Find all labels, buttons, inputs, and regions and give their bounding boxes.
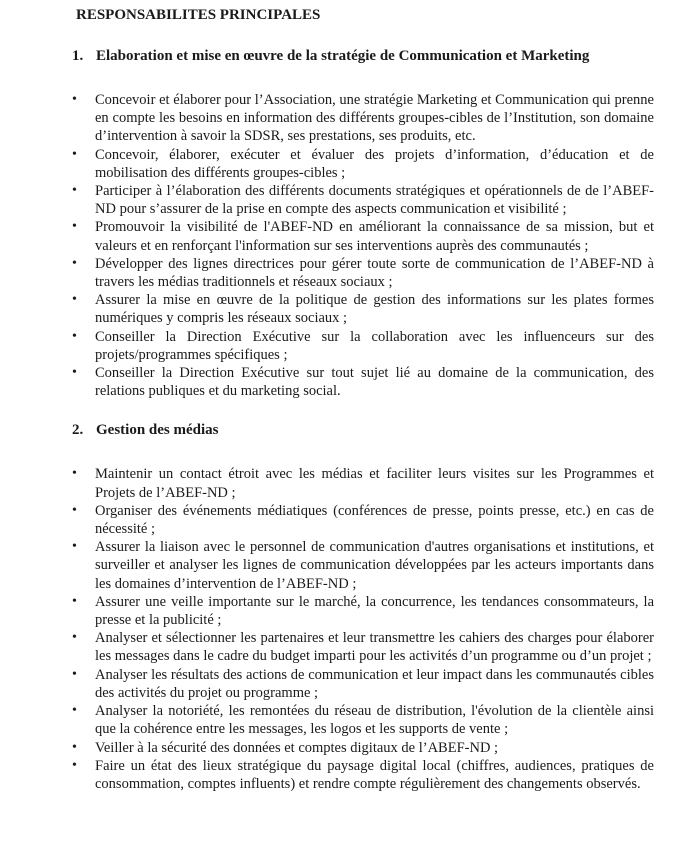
list-item: • Analyser la notoriété, les remontées du réseau de distribution, l'évolution de la clientèle ainsi que la cohérence entre les messages, les logos et les supports de vente ;	[72, 703, 654, 738]
bullet-icon: •	[72, 183, 77, 199]
list-item: • Concevoir et élaborer pour l’Association, une stratégie Marketing et Communication qui prenne en compte les besoins en information des différents groupes-cibles de l’Institution, son domaine d’intervention à savoir la SDSR, ses prestations, ses produits, etc.	[72, 92, 654, 145]
bullet-icon: •	[72, 666, 77, 682]
section-title: Elaboration et mise en œuvre de la stratégie de Communication et Marketing	[96, 48, 590, 64]
bullet-icon: •	[72, 466, 77, 482]
section-heading-2	[72, 420, 654, 440]
bullet-icon: •	[72, 539, 77, 555]
section-1-list	[72, 91, 654, 400]
list-item: • Analyser les résultats des actions de communication et leur impact dans les communautés cibles des activités du projet ou programme ;	[72, 666, 654, 701]
bullet-icon: •	[72, 757, 77, 773]
bullet-icon: •	[72, 365, 77, 381]
list-item: • Conseiller la Direction Exécutive sur tout sujet lié au domaine de la communication, des relations publiques et du marketing social.	[72, 365, 654, 400]
bullet-icon: •	[72, 219, 77, 235]
list-item: • Promouvoir la visibilité de l'ABEF-ND en améliorant la connaissance de sa mission, but et valeurs et en renforçant l'information sur ses interventions auprès des communautés ;	[72, 219, 654, 254]
bullet-icon: •	[72, 92, 77, 107]
list-item: • Assurer la mise en œuvre de la politique de gestion des informations sur les plates formes numériques y compris les réseaux sociaux ;	[72, 292, 654, 327]
list-item: • Conseiller la Direction Exécutive sur la collaboration avec les influenceurs sur des projets/programmes spécifiques ;	[72, 328, 654, 363]
bullet-icon: •	[72, 593, 77, 609]
bullet-icon: •	[72, 146, 77, 162]
bullet-icon: •	[72, 502, 77, 518]
section-number: 2.	[72, 422, 84, 439]
list-item: • Analyser et sélectionner les partenaires et leur transmettre les cahiers des charges pour élaborer les messages dans le cadre du budget imparti pour les activités d’un programme ou d’un projet ;	[72, 630, 654, 665]
list-item: • Maintenir un contact étroit avec les médias et faciliter leurs visites sur les Programmes et Projets de l’ABEF-ND ;	[72, 466, 654, 501]
list-item: • Participer à l’élaboration des différents documents stratégiques et opérationnels de de l’ABEF-ND pour s’assurer de la prise en compte des aspects communication et visibilité ;	[72, 183, 654, 218]
bullet-icon: •	[72, 292, 77, 308]
bullet-icon: •	[72, 255, 77, 271]
list-item: • Concevoir, élaborer, exécuter et évaluer des projets d’information, d’éducation et de mobilisation des différents groupes-cibles ;	[72, 146, 654, 181]
section-heading-1	[72, 46, 654, 66]
list-item: • Assurer la liaison avec le personnel de communication d'autres organisations et institutions, et surveiller et analyser les lignes de communication développées par les acteurs importants dans les domaines d’intervention de l’ABEF-ND ;	[72, 539, 654, 592]
section-2-list	[72, 465, 654, 793]
list-item: • Assurer une veille importante sur le marché, la concurrence, les tendances consommateurs, la presse et la publicité ;	[72, 593, 654, 629]
list-item: • Faire un état des lieux stratégique du paysage digital local (chiffres, audiences, pratiques de consommation, comptes influents) et rendre compte régulièrement des changements observés.	[72, 757, 654, 792]
bullet-icon: •	[72, 630, 77, 646]
document-title: RESPONSABILITES PRINCIPALES	[76, 7, 321, 23]
section-title: Gestion des médias	[96, 422, 219, 439]
bullet-icon: •	[72, 703, 77, 719]
list-item: • Organiser des événements médiatiques (conférences de presse, points presse, etc.) en cas de nécessité ;	[72, 502, 654, 538]
list-item: • Veiller à la sécurité des données et comptes digitaux de l’ABEF-ND ;	[72, 739, 499, 756]
bullet-icon: •	[72, 739, 77, 755]
section-number: 1.	[72, 48, 84, 64]
list-item: • Développer des lignes directrices pour gérer toute sorte de communication de l’ABEF-ND à travers les médias traditionnels et réseaux sociaux ;	[72, 255, 654, 291]
bullet-icon: •	[72, 328, 77, 344]
